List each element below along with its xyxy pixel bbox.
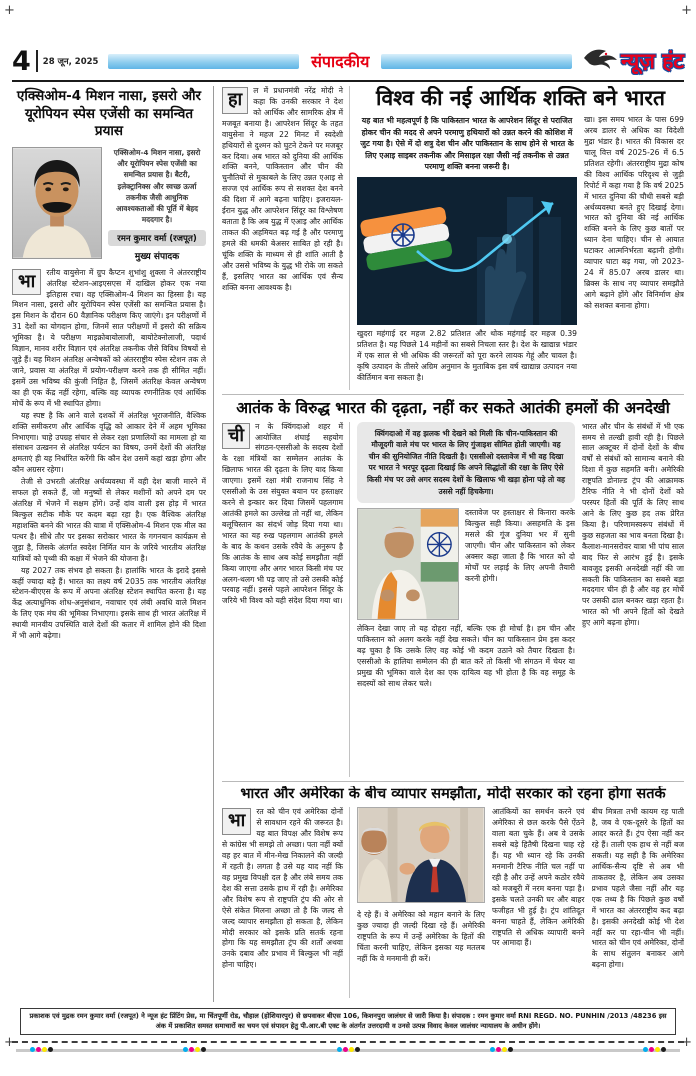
modi-trump-photo xyxy=(357,807,485,903)
page-date: 28 जून, 2025 xyxy=(42,56,99,67)
trade-body xyxy=(222,807,684,998)
eagle-logo-icon xyxy=(582,48,618,74)
terror-col1 xyxy=(222,422,350,777)
article-terror xyxy=(222,399,684,777)
section-band xyxy=(108,50,572,72)
trim-dashed-line xyxy=(12,1041,684,1043)
terror-dropcap: ची xyxy=(222,423,250,450)
axiom-intro: एक्सिओम-4 मिशन नासा, इसरो और यूरोपियन स्पेस एजेंसी का समन्वित प्रयास है। बैटरी, इलेक्ट्रानिक्स और स्वच्छ ऊर्जा तकनीक जैसी आधुनिक आवश्यकताओं की पूर्ति में बेहद मददगार है। xyxy=(113,147,201,225)
article-separator xyxy=(222,781,684,782)
terror-middle-column xyxy=(357,422,575,777)
imprint-line1: प्रकाशक एवं मुद्रक रमन कुमार वर्मा (रजपूत) ने न्यूज हंट प्रिंटिंग प्रेस, मा चिंतपूर्णी रोड, चौहाल (होशियारपुर) से छपवाकर बीएस 106, किशनपुरा जालंधर से जारी किया है। संपादक : रमन कुमार वर्मा RNI REGD. NO. PUNHIN /2013 xyxy=(29,1012,629,1020)
registration-marks-strip xyxy=(16,1049,680,1052)
trade-col1 xyxy=(222,807,350,998)
economy-body xyxy=(357,115,684,390)
page-content xyxy=(12,86,684,1002)
section-band-bar xyxy=(108,54,299,69)
economy-main xyxy=(350,86,684,390)
defence-minister-photo xyxy=(357,508,459,620)
page-number: 4 xyxy=(12,45,31,77)
page-header xyxy=(12,44,684,78)
terror-standfirst-box: क्विंगदाओ में वह झलक भी देखने को मिली कि चीन-पाकिस्तान की मौजूदगी वाले मंच पर भारत के लिए गुंजाइश सीमित होती जाएगी। वह चीन की सुनियोजित नीति दिखती है। एससीओ दस्तावेज में भी वह दिखा पर भारत ने भरपूर दृढ़ता दिखाई कि अपने सिद्धांतों की रक्षा के लिए ऐसे किसी मंच पर उसे अगर सदस्य देशों के खिलाफ भी खड़ा होना पड़े तो वह उससे नहीं हिचकेगा। xyxy=(357,422,575,504)
terror-col3: भारत और चीन के संबंधों में भी एक समय से तल्खी हावी रही है। पिछले साल अक्टूबर में दोनों देशों के बीच वर्षों से संबंधों को सामान्य बनाने की दिशा में कुछ सहमति बनी। अमेरिकी राष्ट्रपति डोनाल्ड ट्रंप की आक्रामक टैरिफ नीति ने भी दोनों देशों को परस्पर हितों की पूर्ति के लिए साथ आने के लिए कुछ हद तक प्रेरित किया है। परिणामस्वरूप संबंधों में कुछ सहजता का भाव बनता दिखा है। कैलाश-मानसरोवर यात्रा भी पांच साल बाद फिर से आरंभ हुई है। इसके बावजूद इसकी अनदेखी नहीं की जा सकती कि पाकिस्तान का सबसे बड़ा मददगार चीन ही है और वह हर मोर्चे पर उसकी ढाल बनकर खड़ा रहता है। भारत को भी अपने हितों को देखते हुए आगे बढ़ना होगा। xyxy=(582,421,684,628)
axiom-paragraph: यह 2027 तक संभव हो सकता है। हालांकि भारत के इरादे इससे कहीं ज्यादा बड़े हैं। भारत का लक्ष्य वर्ष 2035 तक भारतीय अंतरिक्ष स्टेशन-बीएएस के रूप में अपना अंतरिक्ष स्टेशन स्थापित करना है। यह केंद्र अत्याधुनिक शोध-अनुसंधान, नवाचार एवं लंबी अवधि वाले मिशन के लिए एक मंच की भूमिका निभाएगा। इसके साथ ही भारत अंतरिक्ष में स्थायी मानवीय उपस्थिति वाले देशों की कतार में शामिल होने की दिशा में भी आगे बढ़ेगा। xyxy=(12,565,206,641)
trade-photo-stack xyxy=(357,807,485,998)
trade-col3: बीच मित्रता तभी कायम रह पाती है, जब वे एक-दूसरे के हितों का आदर करते हैं। ट्रंप ऐसा नहीं कर रहे हैं। ताली एक हाथ से नहीं बज सकती। यह सही है कि अमेरिका आर्थिक-सैन्य दृष्टि से अब भी ताकतवर है, लेकिन अब उसका प्रभाव पहले जैसा नहीं और यह एक तथ्य है कि पिछले कुछ वर्षों में भारत का अंतरराष्ट्रीय कद बढ़ा है। इसकी अनदेखी कोई भी देश नहीं कर पा रहा-चीन भी नहीं। भारत को चीन एवं अमेरिका, दोनों के साथ संतुलन बनाकर आगे बढ़ना होगा। xyxy=(591,807,684,970)
economy-headline: विश्व की नई आर्थिक शक्ति बने भारत xyxy=(376,86,665,110)
axiom-headline: एक्सिओम-4 मिशन नासा, इसरो और यूरोपियन स्पेस एजेंसी का समन्वित प्रयास xyxy=(16,88,202,140)
crop-mark-icon: + xyxy=(4,1035,15,1050)
economy-dropcap: हा xyxy=(222,87,248,114)
registration-marks-icon xyxy=(337,1047,360,1052)
axiom-paragraph-text: रतीय वायुसेना में ग्रुप कैप्टन शुभांशु शुक्ला ने अंतरराष्ट्रीय अंतरिक्ष स्टेशन-आइएसएस में दाखिल होकर एक नया इतिहास रचा। वह एक्सिओम-4 मिशन का हिस्सा है। यह मिशन नासा, इसरो और यूरोपियन स्पेस एजेंसी का समन्वित प्रयास है। इस मिशन के दौरान 60 वैज्ञानिक परीक्षण किए जाएंगे। इन परीक्षणों में 31 देशों का योगदान होगा, जिनमें सात परीक्षणों में इसरो की सक्रिय भूमिका है। ये परीक्षण माइक्रोबायोलाजी, बायोटेक्नोलाजी, पदार्थ विज्ञान, मानव शरीर विज्ञान एवं अंतरिक्ष तकनीक जैसे विविध विषयों से जुड़े हैं। यह मिशन अंतरिक्ष अन्वेषकों को अंतरराष्ट्रीय स्पेस स्टेशन तक ले जाने, प्रवास या अंतरिक्ष में प्रयोग-परीक्षण करने तक ही सीमित नहीं। इसमें उस भविष्य की कुंजी निहित है, जिसमें अंतरिक्ष केवल अन्वेषण का ही एक केंद्र नहीं रहेगा, बल्कि वह व्यापक रणनीतिक एवं आर्थिक मोर्चे के रूप में भी स्थापित होगा। xyxy=(12,267,206,408)
header-divider xyxy=(36,50,38,72)
editor-portrait-photo xyxy=(12,147,102,259)
article-axiom-mission xyxy=(12,86,214,1002)
economy-col1-text: ल में प्रधानमंत्री नरेंद्र मोदी ने कहा कि उनकी सरकार ने देश को आर्थिक और सामरिक क्षेत्र में मजबूत बनाया है। आपरेशन सिंदूर के तहत वायुसेना ने महज 22 मिनट में स्वदेशी हथियारों से दुश्मन को घुटने टेकने पर मजबूर कर दिया। अब भारत को दुनिया की आर्थिक शक्ति बनने, पाकिस्तान और चीन की चुनौतियों से मुकाबले के लिए उन्नत एआइ से सज्ज एवं आर्थिक रूप से सशक्त देश बनने की दिशा में आगे बढ़ना चाहिए। इजरायल-ईरान युद्ध और आपरेशन सिंदूर का विश्लेषण बताता है कि अब युद्ध में एआइ और आर्थिक ताकत की अहमियत बढ़ गई है और परमाणु हमले की धमकी बेअसर साबित हो रही है। चूंकि शक्ति के माध्यम से ही शांति आती है और उससे भविष्य के युद्ध भी रोके जा सकते हैं, इसलिए भारत का आर्थिक एवं सैन्य शक्ति बनना आवश्यक है। xyxy=(222,86,343,292)
axiom-intro-block xyxy=(108,147,206,262)
author-title: मुख्य संपादक xyxy=(134,251,180,262)
terror-col2-beside-photo: दस्तावेज पर हस्ताक्षर से किनारा करके बिल्कुल सही किया। असहमति के इस मसले की गूंज दुनिया भर में सुनी जाएगी। चीन और पाकिस्तान को लेकर अक्सर कहा जाता है कि भारत को दो मोर्चों पर लड़ाई के लिए अपनी तैयारी करनी होगी। xyxy=(465,508,575,583)
crop-mark-icon: + xyxy=(4,3,15,18)
masthead-title: न्यूज़ हंट xyxy=(620,49,684,73)
economy-col3: खा। इस समय भारत के पास 699 अरब डालर से अधिक का विदेशी मुद्रा भंडार है। भारत की विकास दर चालू वित्त वर्ष 2025-26 में 6.5 प्रतिशत रहेगी। अंतरराष्ट्रीय मुद्रा कोष की विश्व आर्थिक परिदृश्य से जुड़ी रिपोर्ट में कहा गया है कि वर्ष 2025 में भारत दुनिया की चौथी सबसे बड़ी अर्थव्यवस्था बनते हुए दिखाई देगा। भारत को दुनिया की नई आर्थिक शक्ति बनने के लिए कुछ बातों पर ध्यान देना चाहिए। चीन से आयात घटाकर आत्मनिर्भरता बढ़ानी होगी। व्यापार घाटा बढ़ गया, जो 2023-24 में 85.07 अरब डालर था। ब्रिक्स के साथ नए व्यापार समझौते आगे बढ़ाने होंगे और विनिर्माण क्षेत्र को सशक्त बनाना होगा। xyxy=(584,115,684,310)
terror-col1-text: न के क्विंगदाओ शहर में आयोजित शंघाई सहयोग संगठन-एससीओ के सदस्य देशों के रक्षा मंत्रियों का सम्मेलन आतंक के खिलाफ भारत की दृढ़ता के लिए याद किया जाएगा। इसमें रक्षा मंत्री राजनाथ सिंह ने एससीओ के उस संयुक्त बयान पर हस्ताक्षर करने से इन्कार कर दिया जिसमें पहलगाम आतंकी हमले का उल्लेख तो नहीं था, लेकिन बलूचिस्तान का संदर्भ जोड़ दिया गया था। भारत का यह रुख पहलगाम आतंकी हमले के बाद के कथन उसके रवैये के अनुरूप है कि आतंक के साथ अब कोई समझौता नहीं किया जाएगा और अगर भारत किसी मंच पर अलग-थलग भी पड़ जाए तो उसे उसकी कोई परवाह नहीं। इससे पहले आपरेशन सिंदूर के जरिये भी विश्व को यही संदेश दिया गया था। xyxy=(222,421,343,606)
terror-col2-below: लेकिन देखा जाए तो यह दोहरा नहीं, बल्कि एक ही मोर्चा है। हम चीन और पाकिस्तान को अलग करके नहीं देख सकते। चीन का पाकिस्तान प्रेम इस कदर बढ़ चुका है कि उसके लिए वह कोई भी कदम उठाने को तैयार दिखता है। एससीओ के हालिया सम्मेलन की ही बात करें तो किसी भी संगठन में चेयर या प्रमुख की भूमिका वाले देश का एक दायित्व यह भी होता है कि वह समूह के सदस्यों को साथ लेकर चले। xyxy=(357,624,575,688)
axiom-body xyxy=(12,268,206,958)
axiom-dropcap: भा xyxy=(12,269,41,296)
terror-body xyxy=(222,422,684,777)
terror-headline: आतंक के विरुद्ध भारत की दृढ़ता, नहीं कर सकते आतंकी हमलों की अनदेखी xyxy=(236,399,670,417)
imprint-box xyxy=(20,1008,676,1035)
registration-marks-icon xyxy=(30,1047,53,1052)
axiom-photo-row xyxy=(12,147,206,262)
crop-mark-icon: + xyxy=(681,3,692,18)
section-band-bar xyxy=(381,54,572,69)
masthead xyxy=(582,47,684,75)
editorial-region xyxy=(214,86,684,1002)
trade-photo-below-text: दे रहे हैं। वे अमेरिका को महान बनाने के लिए कुछ ज्यादा ही जल्दी दिखा रहे हैं। अमेरिकी राष्ट्रपति के रूप में उन्हें अमेरिका के हितों की चिंता करनी चाहिए, लेकिन इसका यह मतलब नहीं कि वे मनमानी ही करें। xyxy=(357,910,485,964)
trade-headline: भारत और अमेरिका के बीच व्यापार समझौता, मोदी सरकार को रहना होगा सतर्क xyxy=(240,786,666,802)
registration-marks-icon xyxy=(643,1047,666,1052)
article-trade xyxy=(222,786,684,998)
crop-mark-icon: + xyxy=(681,1035,692,1050)
header-rule xyxy=(12,80,684,82)
registration-marks-icon xyxy=(490,1047,513,1052)
trade-col1-text: रत को चीन एवं अमेरिका दोनों से सावधान रहने की जरूरत है। यह बात विपक्ष और विशेष रूप से कांग्रेस भी समझे तो अच्छा। पता नहीं क्यों वह हर बात में मीन-मेख निकालने की जल्दी में रहती है। लगता है उसे यह याद नहीं कि वह प्रमुख विपक्षी दल है और लंबे समय तक देश की सत्ता उसके हाथ में रही है। अमेरिका और विशेष रूप से राष्ट्रपति ट्रंप की ओर से ऐसे संकेत मिलना अच्छा तो है कि जल्द से जल्द व्यापार समझौता हो सकता है, लेकिन मोदी सरकार को इसके प्रति सतर्क रहना होगा कि यह समझौता ट्रंप की शर्तों अथवा उनके दबाव और प्रभाव में बिल्कुल भी नहीं होना चाहिए। xyxy=(222,807,343,970)
axiom-paragraph: तेजी से उभरती अंतरिक्ष अर्थव्यवस्था में वही देश बाजी मारने में सफल हो सकते हैं, जो मनुष्यों से लेकर मशीनों को अपने दम पर अंतरिक्ष में भेजने में सक्षम होंगे। उन्हें दांव वाली इस होड़ में भारत बिल्कुल सटीक मौके पर कदम बढ़ा रहा है। एक वैश्विक अंतरिक्ष महाशक्ति बनने की भारत की यात्रा में एक्सिओम-4 मिशन एक मील का पत्थर है। सीधे तौर पर इसका सरोकार भारत के गगनयान कार्यक्रम से जुड़ा है, जिसके अंतर्गत स्वदेश निर्मित यान के जरिये भारतीय अंतरिक्ष यात्रियों को पृथ्वी की कक्षा में भेजने की योजना है। xyxy=(12,477,206,563)
trade-col2: आतंकियों का समर्थन करने एवं अमेरिका से छल करके पैसे ऐंठने वाला बता चुके हैं। अब वे उसके सबसे बड़े हितैषी दिखना चाह रहे हैं। यह भी ध्यान रहे कि उनकी मनमानी टैरिफ नीति चल नहीं पा रही है और उन्हें अपने कठोर रवैये को मजबूरी में नरम बनना पड़ा है। इसके चलते उनकी घर और बाहर फजीहत भी हुई है। ट्रंप शांतिदूत बनना चाहते हैं, लेकिन अमेरिकी राष्ट्रपति से अधिक व्यापारी बनने पर आमादा हैं। xyxy=(492,807,585,948)
registration-marks-icon xyxy=(183,1047,206,1052)
article-separator xyxy=(222,394,684,395)
india-growth-illustration-photo xyxy=(357,177,577,325)
trade-dropcap: भा xyxy=(222,808,251,835)
imprint-line2: /48236 इस अंक में प्रकाशित समस्त समाचारों का चयन एवं संपादन हेतु पी.आर.बी एक्ट के अंतर्गत उत्तरदायी व उनसे उत्पन्न विवाद केवल जालंधर न्यायालय के अधीन होंगे। xyxy=(155,1012,667,1031)
economy-col1 xyxy=(222,86,350,390)
terror-photo-row xyxy=(357,508,575,620)
axiom-paragraph: यह स्पष्ट है कि आने वाले दशकों में अंतरिक्ष भूराजनीति, वैश्विक शक्ति समीकरण और आर्थिक वृद्धि को आकार देने में अहम भूमिका निभाएगा। चाहे उपग्रह संचार से लेकर रक्षा प्रणालियों का मामला हो या संसाधन उत्खनन से अंतरिक्ष पर्यटन का विषय, उनमें देशों की अंतरिक्ष क्षमताएं ही यह निर्धारित करेंगी कि कौन देश उसमें कहां खड़ा होगा और कौन अग्रसर रहेगा। xyxy=(12,410,206,475)
author-byline: रमन कुमार वर्मा (रजपूत) xyxy=(108,230,206,246)
article-economy xyxy=(222,86,684,390)
section-title: संपादकीय xyxy=(311,52,370,71)
economy-col2-text: खुदरा महंगाई दर महज 2.82 प्रतिशत और थोक महंगाई दर महज 0.39 प्रतिशत है। यह पिछले 14 महीनों का सबसे निचला स्तर है। देश के खाद्यान्न भंडार में एक साल से भी अधिक की जरूरतों को पूरा करने लायक गेहूं और चावल है। कृषि उत्पादन के तीसरे अग्रिम अनुमान के मुताबिक इस वर्ष खाद्यान्न उत्पादन नया कीर्तिमान बना सकता है। xyxy=(357,328,577,382)
axiom-paragraph xyxy=(12,268,206,410)
economy-standfirst: यह बात भी महत्वपूर्ण है कि पाकिस्तान भारत के आपरेशन सिंदूर से पराजित होकर चीन की मदद से अपने परमाणु हथियारों को उन्नत करने की कोशिश में जुट गया है। ऐसे में दो शत्रु देश चीन और पाकिस्तान के साथ होने से भारत के लिए एआइ साइबर तकनीक और मिसाइल रक्षा जैसी नई तकनीक से उन्नत परमाणु शक्ति बनना जरूरी है। xyxy=(360,116,574,172)
economy-middle-column xyxy=(357,115,577,390)
